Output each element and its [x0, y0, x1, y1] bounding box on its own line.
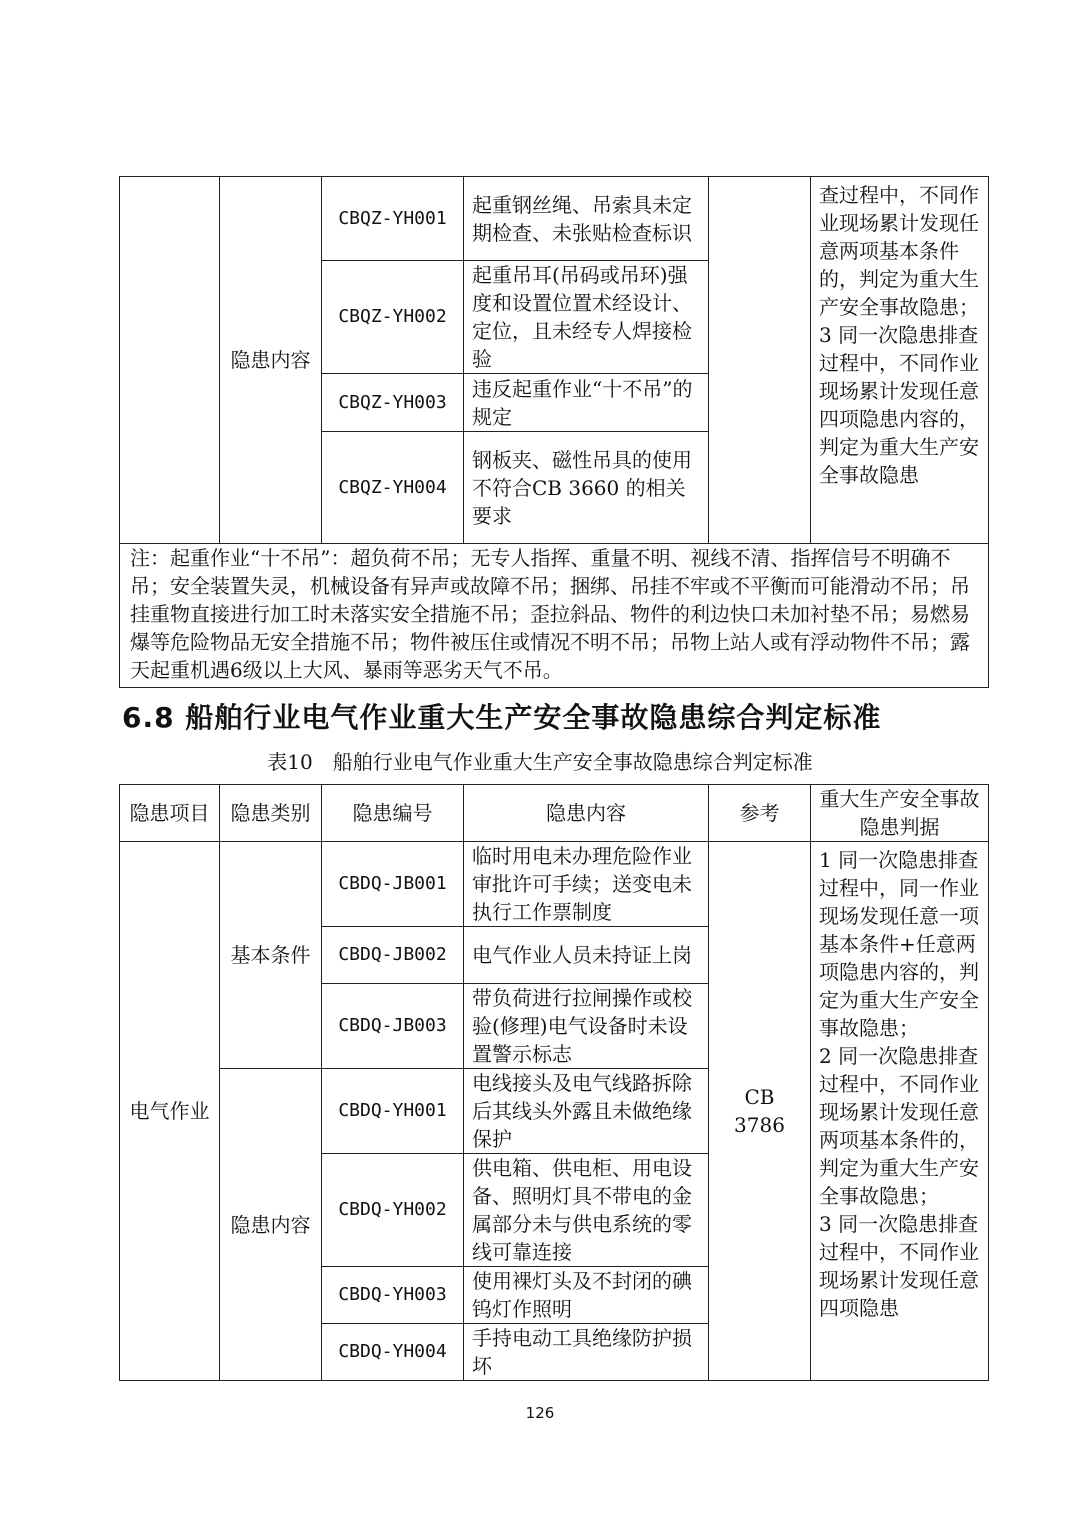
category-cell: 基本条件 — [220, 842, 322, 1069]
hazard-code: CBQZ-YH002 — [322, 261, 464, 374]
judgment-basis: 查过程中，不同作业现场累计发现任意两项基本条件的，判定为重大生产安全事故隐患； 3 同一次隐患排查过程中，不同作业现场累计发现任意四项隐患内容的，判定为重大生产安全事故隐患 — [811, 177, 989, 544]
hazard-code: CBDQ-YH001 — [322, 1069, 464, 1154]
reference-cell-empty — [709, 177, 811, 544]
hazard-code: CBDQ-YH003 — [322, 1267, 464, 1324]
hazard-code: CBDQ-YH004 — [322, 1324, 464, 1381]
lifting-standards-table-continued — [119, 176, 989, 688]
section-title: 6.8 船舶行业电气作业重大生产安全事故隐患综合判定标准 — [122, 701, 882, 734]
hazard-content: 临时用电未办理危险作业审批许可手续；送变电未执行工作票制度 — [464, 842, 709, 927]
item-cell: 电气作业 — [120, 842, 220, 1381]
hazard-content: 起重吊耳(吊码或吊环)强度和设置位置术经设计、定位，且未经专人焊接检验 — [464, 261, 709, 374]
hazard-content: 电线接头及电气线路拆除后其线头外露且未做绝缘保护 — [464, 1069, 709, 1154]
table-note: 注：起重作业“十不吊”：超负荷不吊；无专人指挥、重量不明、视线不清、指挥信号不明确不吊；安全装置失灵，机械设备有异声或故障不吊；捆绑、吊挂不牢或不平衡而可能滑动不吊；吊挂重物直接进行加工时未落实安全措施不吊；歪拉斜品、物件的利边快口未加衬垫不吊；易燃易爆等危险物品无安全措施不吊；物件被压住或情况不明不吊；吊物上站人或有浮动物件不吊；露天起重机遇6级以上大风、暴雨等恶劣天气不吊。 — [120, 544, 989, 688]
hazard-code: CBDQ-JB001 — [322, 842, 464, 927]
hazard-content: 电气作业人员未持证上岗 — [464, 927, 709, 984]
hazard-code: CBDQ-YH002 — [322, 1154, 464, 1267]
header-category: 隐患类别 — [220, 785, 322, 842]
header-code: 隐患编号 — [322, 785, 464, 842]
hazard-content: 起重钢丝绳、吊索具未定期检查、未张贴检查标识 — [464, 177, 709, 261]
item-cell-empty — [120, 177, 220, 544]
hazard-code: CBQZ-YH004 — [322, 432, 464, 544]
hazard-content: 违反起重作业“十不吊”的规定 — [464, 374, 709, 432]
reference-cell: CB 3786 — [709, 842, 811, 1381]
hazard-code: CBQZ-YH001 — [322, 177, 464, 261]
hazard-content: 使用裸灯头及不封闭的碘钨灯作照明 — [464, 1267, 709, 1324]
hazard-code: CBDQ-JB003 — [322, 984, 464, 1069]
category-cell: 隐患内容 — [220, 177, 322, 544]
header-reference: 参考 — [709, 785, 811, 842]
electrical-standards-table — [119, 784, 989, 1381]
hazard-content: 带负荷进行拉闸操作或校验(修理)电气设备时未设置警示标志 — [464, 984, 709, 1069]
hazard-content: 钢板夹、磁性吊具的使用不符合CB 3660 的相关要求 — [464, 432, 709, 544]
page-number: 126 — [525, 1404, 555, 1422]
hazard-code: CBDQ-JB002 — [322, 927, 464, 984]
hazard-content: 供电箱、供电柜、用电设备、照明灯具不带电的金属部分未与供电系统的零线可靠连接 — [464, 1154, 709, 1267]
table-caption: 表10 船舶行业电气作业重大生产安全事故隐患综合判定标准 — [267, 750, 813, 774]
hazard-code: CBQZ-YH003 — [322, 374, 464, 432]
header-item: 隐患项目 — [120, 785, 220, 842]
category-cell: 隐患内容 — [220, 1069, 322, 1381]
hazard-content: 手持电动工具绝缘防护损坏 — [464, 1324, 709, 1381]
header-basis: 重大生产安全事故隐患判据 — [811, 785, 989, 842]
judgment-basis: 1 同一次隐患排查过程中，同一作业现场发现任意一项基本条件+任意两项隐患内容的，判定为重大生产安全事故隐患； 2 同一次隐患排查过程中，不同作业现场累计发现任意两项基本条件的，判定为重大生产安全事故隐患； 3 同一次隐患排查过程中，不同作业现场累计发现任意四项隐患 — [811, 842, 989, 1381]
header-content: 隐患内容 — [464, 785, 709, 842]
